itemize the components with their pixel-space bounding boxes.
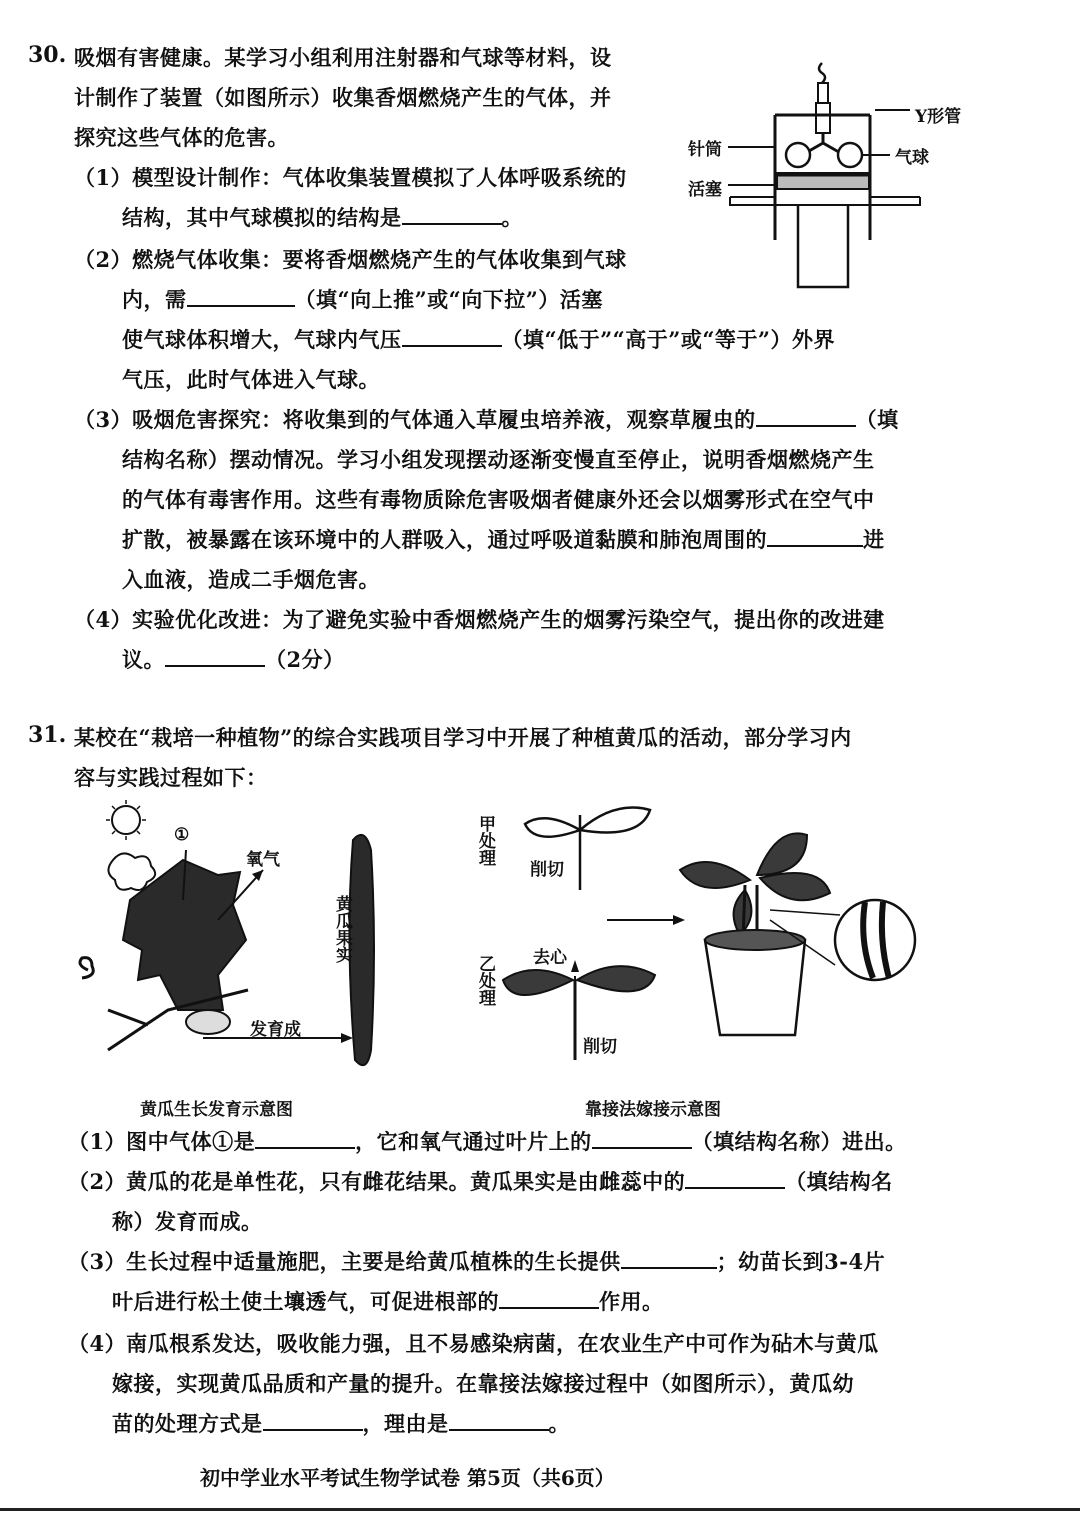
q30-part3-line-1 [74,404,899,434]
q31-part3-line-1 [68,1246,885,1276]
part-label: （1） [68,1129,127,1154]
part-label: （3） [74,407,133,432]
q30-part2-line-2 [122,284,603,314]
label-develop: 发育成 [250,1020,301,1040]
q30-part3-line-2: 结构名称）摆动情况。学习小组发现摆动逐渐变慢直至停止，说明香烟燃烧产生 [122,447,875,472]
syringe-plunger [798,205,848,287]
answer-blank[interactable] [449,1409,549,1431]
label-core: 去心 [533,948,567,968]
q31-part1-line-1 [68,1126,907,1156]
part-text: 实验优化改进：为了避免实验中香烟燃烧产生的烟雾污染空气，提出你的改进建 [132,607,885,632]
part-label: （4） [68,1331,127,1356]
part-text: （填结构名称）进出。 [691,1129,907,1154]
q30-part1-line-2 [122,202,523,232]
part-text: （填 [855,407,899,432]
answer-blank[interactable] [756,405,856,427]
answer-blank[interactable] [685,1167,785,1189]
part-text: 苗的处理方式是 [112,1411,263,1436]
q30-number: 30. [28,42,67,68]
part-text: 内，需 [122,287,187,312]
answer-blank[interactable] [621,1247,717,1269]
q31-part4-line-1 [68,1328,879,1358]
answer-blank[interactable] [263,1409,363,1431]
q30-part3-line-3: 的气体有毒害作用。这些有毒物质除危害吸烟者健康外还会以烟雾形式在空气中 [122,487,875,512]
part-text: ；幼苗长到3-4片 [716,1249,886,1274]
q31-part3-line-2 [112,1286,664,1316]
answer-blank[interactable] [402,325,502,347]
bottom-rule [0,1508,1080,1511]
part-text: 模型设计制作：气体收集装置模拟了人体呼吸系统的 [132,165,627,190]
part-text: 议。 [122,647,165,672]
label-cut-jia: 削切 [530,860,564,880]
part-text: 黄瓜的花是单性花，只有雌花结果。黄瓜果实是由雌蕊中的 [126,1169,686,1194]
answer-blank[interactable] [187,285,295,307]
part-text: 叶后进行松土使土壤透气，可促进根部的 [112,1289,499,1314]
q31-intro-line-2: 容与实践过程如下： [74,765,268,790]
part-label: （2） [68,1169,127,1194]
label-treatment-yi: 乙处理 [475,955,495,1006]
answer-blank[interactable] [255,1127,355,1149]
cigarette-icon [818,83,828,103]
part-text: 使气球体积增大，气球内气压 [122,327,402,352]
syringe-flange [730,197,920,205]
label-barrel: 针筒 [688,140,722,160]
label-piston: 活塞 [688,180,722,200]
fig2-caption: 靠接法嫁接示意图 [585,1100,721,1120]
smoke-icon [819,63,825,83]
part-text: （2分） [265,647,345,672]
q30-part3-line-4 [122,524,885,554]
part-text: 结构，其中气球模拟的结构是 [122,205,402,230]
label-y-tube: Y形管 [915,107,962,127]
part-text: ，理由是 [362,1411,449,1436]
q31-part2-line-2: 称）发育而成。 [112,1209,263,1234]
part-text: ，它和氧气通过叶片上的 [355,1129,592,1154]
q31-intro-line-1: 某校在“栽培一种植物”的综合实践项目学习中开展了种植黄瓜的活动，部分学习内 [74,725,852,750]
part-text: 。 [501,205,523,230]
seedling-yi-icon [503,970,573,995]
answer-blank[interactable] [592,1127,692,1149]
cucumber-fruit-icon [349,835,374,1065]
part-label: （3） [68,1249,127,1274]
part-text: 作用。 [599,1289,664,1314]
q30-intro-line-2: 计制作了装置（如图所示）收集香烟燃烧产生的气体，并 [74,85,612,110]
q30-intro-line-3: 探究这些气体的危害。 [74,125,289,150]
q31-part4-line-2: 嫁接，实现黄瓜品质和产量的提升。在靠接法嫁接过程中（如图所示），黄瓜幼 [112,1371,854,1396]
part-text: 燃烧气体收集：要将香烟燃烧产生的气体收集到气球 [132,247,627,272]
part-text: 南瓜根系发达，吸收能力强，且不易感染病菌，在农业生产中可作为砧木与黄瓜 [126,1331,879,1356]
label-cut-yi: 削切 [583,1037,617,1057]
label-treatment-jia: 甲处理 [475,815,495,866]
part-text: 图中气体①是 [126,1129,256,1154]
syringe-apparatus-figure [680,55,970,300]
approach-grafting-figure [495,790,925,1090]
q30-part4-line-2 [122,644,345,674]
grafted-plant-leaves [680,833,830,935]
magnified-graft-icon [835,900,915,980]
flower-pot-icon [705,940,805,1035]
part-text: 。 [548,1411,570,1436]
q31-part2-line-1 [68,1166,893,1196]
q30-part2-line-3 [122,324,835,354]
y-tube-stem [816,103,830,133]
q30-part3-line-5: 入血液，造成二手烟危害。 [122,567,380,592]
page-footer: 初中学业水平考试生物学试卷 第5页（共6页） [200,1466,615,1490]
balloon-right-icon [838,143,862,167]
core-bud-icon [571,960,579,972]
answer-blank[interactable] [402,203,502,225]
balloon-left-icon [786,143,810,167]
part-text: （填“低于”“高于”或“等于”）外界 [501,327,835,352]
label-balloon: 气球 [895,148,929,168]
part-text: 吸烟危害探究：将收集到的气体通入草履虫培养液，观察草履虫的 [132,407,756,432]
answer-blank[interactable] [767,525,863,547]
part-label: （2） [74,247,133,272]
sun-icon [112,806,140,834]
q31-part4-line-3 [112,1408,570,1438]
q30-part2-line-1 [74,244,627,274]
label-oxygen: 氧气 [246,850,280,870]
part-label: （4） [74,607,133,632]
part-text: 扩散，被暴露在该环境中的人群吸入，通过呼吸道黏膜和肺泡周围的 [122,527,767,552]
q30-part1-line-1 [74,162,627,192]
answer-blank[interactable] [165,645,265,667]
label-cucumber-fruit: 黄瓜果实 [332,895,352,963]
answer-blank[interactable] [499,1287,599,1309]
part-label: （1） [74,165,133,190]
part-text: 生长过程中适量施肥，主要是给黄瓜植株的生长提供 [126,1249,621,1274]
fig1-caption: 黄瓜生长发育示意图 [140,1100,293,1120]
part-text: （填“向上推”或“向下拉”）活塞 [294,287,603,312]
q30-part4-line-1 [74,604,885,634]
label-gas-1: ① [174,825,190,845]
q30-intro-line-1: 吸烟有害健康。某学习小组利用注射器和气球等材料，设 [74,45,612,70]
part-text: （填结构名 [785,1169,893,1194]
q31-number: 31. [28,722,67,748]
flower-icon [108,853,155,890]
q30-part2-line-4: 气压，此时气体进入气球。 [122,367,380,392]
part-text: 进 [863,527,885,552]
